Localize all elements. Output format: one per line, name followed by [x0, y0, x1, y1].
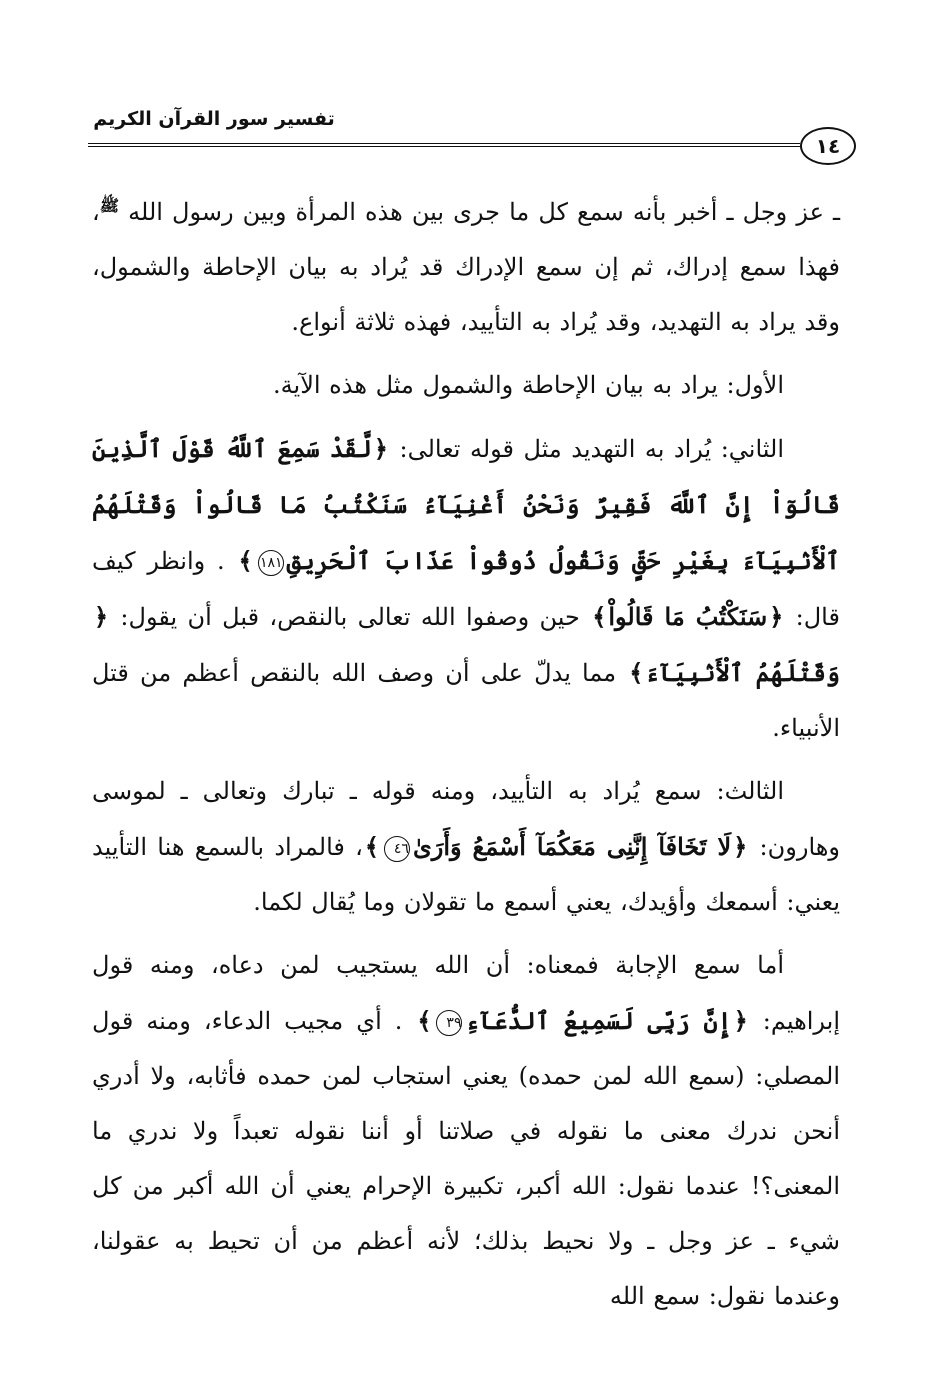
paragraph-4-text-1: ، فالمراد بالسمع هنا التأييد يعني: أسمعك وأؤيدك، يعني أسمع ما تقولان وما يُقال لكما.: [92, 833, 840, 916]
paragraph-5-text-1: . أي مجيب الدعاء، ومنه قول المصلي: (سمع الله لمن حمده) يعني استجاب لمن حمده فأثابه، ولا أدري أنحن ندرك معنى ما نقوله في صلاتنا أو أننا نقوله تعبداً ولا ندري ما المعنى؟! عندما نقول: الله أكبر، تكبيرة الإحرام يعني أن الله أكبر من كل شيء ـ عز وجل ـ ولا نحيط بذلك؛ لأنه أعظم من أن تحيط به عقولنا، وعندما نقول: سمع الله: [92, 1007, 841, 1310]
paragraph-5: [92, 938, 840, 1324]
quran-verse-1: لَّقَدْ سَمِعَ ٱللَّهُ قَوْلَ ٱلَّذِينَ قَالُوٓاْ إِنَّ ٱللَّهَ فَقِيرٌ وَنَحْنُ أَغْنِيَآءُ سَنَكْتُبُ مَا قَالُواْ وَقَتْلَهُمُ ٱلْأَنۢبِيَآءَ بِغَيْرِ حَقٍّ وَنَقُولُ ذُوقُواْ عَذَابَ ٱلْحَرِيقِ: [92, 434, 840, 575]
ayah-number-mark: ٤٦: [384, 836, 410, 862]
paragraph-2-text: الأول: يراد به بيان الإحاطة والشمول مثل هذه الآية.: [273, 371, 784, 399]
quran-verse-3: وَقَتْلَهُمُ ٱلْأَنۢبِيَآءَ: [645, 658, 840, 687]
ayah-number-mark: ٣٩: [436, 1010, 462, 1036]
open-bracket: ﴿: [373, 434, 388, 463]
paragraph-2: [92, 358, 840, 413]
paragraph-3-text-3: مما يدلّ على أن وصف الله بالنقص أعظم من قتل الأنبياء.: [92, 659, 840, 742]
paragraph-4: [92, 764, 840, 930]
paragraph-4-intro: الثالث: سمع يُراد به التأييد، ومنه قوله ـ تبارك وتعالى ـ لموسى وهارون:: [92, 777, 840, 861]
body-text: [92, 178, 840, 1324]
running-title: تفسير سور القرآن الكريم: [93, 108, 335, 130]
open-bracket: ﴿: [94, 602, 109, 631]
close-bracket: ﴾: [629, 658, 644, 687]
quran-verse-2: سَنَكْتُبُ مَا قَالُواْ: [608, 602, 768, 631]
salla-symbol: ﷺ: [99, 196, 120, 215]
close-bracket: ﴾: [364, 832, 379, 861]
paragraph-3-intro: الثاني: يُراد به التهديد مثل قوله تعالى:: [399, 435, 784, 463]
header-rule: [88, 143, 800, 147]
close-bracket: ﴾: [592, 602, 607, 631]
paragraph-5-intro: أما سمع الإجابة فمعناه: أن الله يستجيب لمن دعاه، ومنه قول إبراهيم:: [92, 951, 840, 1035]
paragraph-3-text-2: حين وصفوا الله تعالى بالنقص، قبل أن يقول:: [120, 603, 580, 631]
close-bracket: ﴾: [417, 1006, 432, 1035]
quran-verse-5: إِنَّ رَبِّى لَسَمِيعُ ٱلدُّعَآءِ: [465, 1006, 732, 1035]
paragraph-1: [92, 178, 840, 350]
quran-verse-4: لَا تَخَافَآ إِنَّنِى مَعَكُمَآ أَسْمَعُ وَأَرَىٰ: [412, 832, 732, 861]
paragraph-1-text-a: ـ عز وجل ـ أخبر بأنه سمع كل ما جرى بين هذه المرأة وبين رسول الله: [128, 198, 841, 226]
paragraph-3-text-1: . وانظر كيف قال:: [92, 547, 840, 631]
open-bracket: ﴿: [733, 832, 748, 861]
open-bracket: ﴿: [733, 1006, 748, 1035]
close-bracket: ﴾: [238, 546, 253, 575]
ayah-number-mark: ١٨١: [258, 550, 284, 576]
paragraph-1-text-b: ، فهذا سمع إدراك، ثم إن سمع الإدراك قد يُراد به بيان الإحاطة والشمول، وقد يراد به التهديد، وقد يُراد به التأييد، فهذه ثلاثة أنواع.: [92, 198, 840, 336]
paragraph-3: [92, 421, 840, 756]
page-number-badge: ١٤: [800, 127, 856, 165]
open-bracket: ﴿: [769, 602, 784, 631]
